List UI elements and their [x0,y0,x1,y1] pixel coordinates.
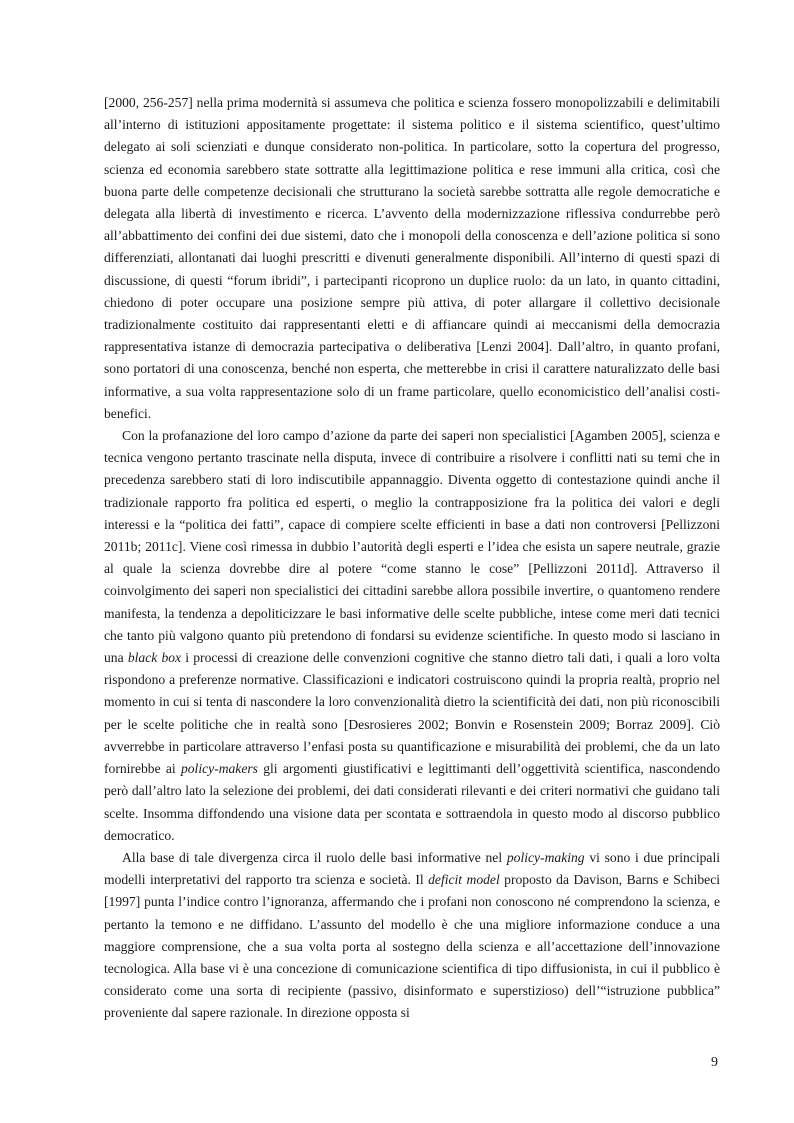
paragraph-3-text-b: vi sono i due principali modelli interpretativi del rapporto tra scienza e società. Il [104,849,720,888]
paragraph-2-text-a: Con la profanazione del loro campo d’azione da parte dei saperi non specialistici [Agamben 2005], scienza e tecnica vengono pertanto trascinate nella disputa, invece di contribuire a risolvere i conflitti nati su temi che in precedenza sarebbero stati di loro indiscutibile appannaggio. Diventa oggetto di contestazione quindi anche il tradizionale rapporto fra politica ed esperti, o meglio la contrapposizione fra la politica dei valori e degli interessi e la “politica dei fatti”, capace di compiere scelte efficienti in base a dati non controversi [Pellizzoni 2011b; 2011c]. Viene così rimessa in dubbio l’autorità degli esperti e l’idea che esista un sapere neutrale, grazie al quale la scienza dovrebbe dire al potere “come stanno le cose” [Pellizzoni 2011d]. Attraverso il coinvolgimento dei saperi non specialistici dei cittadini sarebbe allora possibile invertire, o quantomeno rendere manifesta, la tendenza a depoliticizzare le basi informative delle scelte pubbliche, intese come meri dati tecnici che tanto più valgono quanto più pretendono di fondarsi su evidenze scientifiche. In questo modo si lasciano in una [104,428,720,666]
paragraph-3 [104,847,720,1025]
paragraph-1 [104,92,720,425]
paragraph-3-italic-policy-making: policy-making [506,849,585,865]
paragraph-2-italic-black-box: black box [127,650,182,666]
paragraph-2-text-b: i processi di creazione delle convenzioni cognitive che stanno dietro tali dati, i quali a loro volta rispondono a preferenze normative. Classificazioni e indicatori costruiscono quindi la propria realtà, proprio nel momento in cui si tenta di nascondere la loro convenzionalità dietro la scientificità dei dati, non più riconoscibili per le scelte politiche che in realtà sono [Desrosieres 2002; Bonvin e Rosenstein 2009; Borraz 2009]. Ciò avverrebbe in particolare attraverso l’enfasi posta su quantificazione e misurabilità dei problemi, che da un lato fornirebbe ai [104,650,721,777]
paragraph-2-text-c: gli argomenti giustificativi e legittimanti dell’oggettività scientifica, nascondendo però dall’altro lato la selezione dei problemi, dei dati considerati rilevanti e dei criteri normativi che guidano tali scelte. Insomma diffondendo una visione data per scontata e sottraendola in questo modo al discorso pubblico democratico. [104,761,720,843]
paragraph-3-text-c: proposto da Davison, Barns e Schibeci [1997] punta l’indice contro l’ignoranza, affermando che i profani non conoscono né comprendono la scienza, e pertanto la temono e ne diffidano. L’assunto del modello è che una migliore informazione conduce a una maggiore comprensione, che a sua volta porta al sostegno della scienza e all’accettazione dell’innovazione tecnologica. Alla base vi è una concezione di comunicazione scientifica di tipo diffusionista, in cui il pubblico è considerato come una sorta di recipiente (passivo, disinformato e superstizioso) dell’“istruzione pubblica” proveniente dal sapere razionale. In direzione opposta si [104,872,721,1021]
paragraph-2-italic-policy-makers: policy-makers [180,761,258,777]
paragraph-3-italic-deficit-model: deficit model [428,872,500,888]
document-body [104,92,720,1025]
paragraph-3-text-a: Alla base di tale divergenza circa il ruolo delle basi informative nel [122,849,507,865]
paragraph-2 [104,425,720,847]
page-number: 9 [711,1055,718,1070]
paragraph-1-text: [2000, 256-257] nella prima modernità si assumeva che politica e scienza fossero monopolizzabili e delimitabili all’interno di istituzioni appositamente progettate: il sistema politico e il sistema scientifico, quest’ultimo delegato ai soli scienziati e dunque considerato non-politica. In particolare, sotto la copertura del progresso, scienza ed economia sarebbero state sottratte alla legittimazione politica e rese immuni alla critica, così che buona parte delle competenze decisionali che strutturano la società sarebbe sottratta alle regole democratiche e delegata alla libertà di investimento e ricerca. L’avvento della modernizzazione riflessiva condurrebbe però all’abbattimento dei confini dei due sistemi, dato che i monopoli della conoscenza e dell’azione politica si sono differenziati, allontanati dai luoghi prescritti e divenuti generalmente disponibili. All’interno di questi spazi di discussione, di questi “forum ibridi”, i partecipanti ricoprono un duplice ruolo: da un lato, in quanto cittadini, chiedono di poter occupare una posizione sempre più attiva, di poter allargare il collettivo decisionale tradizionalmente costituito dai rappresentanti eletti e di affiancare quindi ai meccanismi della democrazia rappresentativa istanze di democrazia partecipativa o deliberativa [Lenzi 2004]. Dall’altro, in quanto profani, sono portatori di una conoscenza, benché non esperta, che metterebbe in crisi il carattere naturalizzato delle basi informative, a sua volta rappresentazione solo di un frame particolare, quello economicistico dell’analisi costi-benefici. [104,95,720,421]
